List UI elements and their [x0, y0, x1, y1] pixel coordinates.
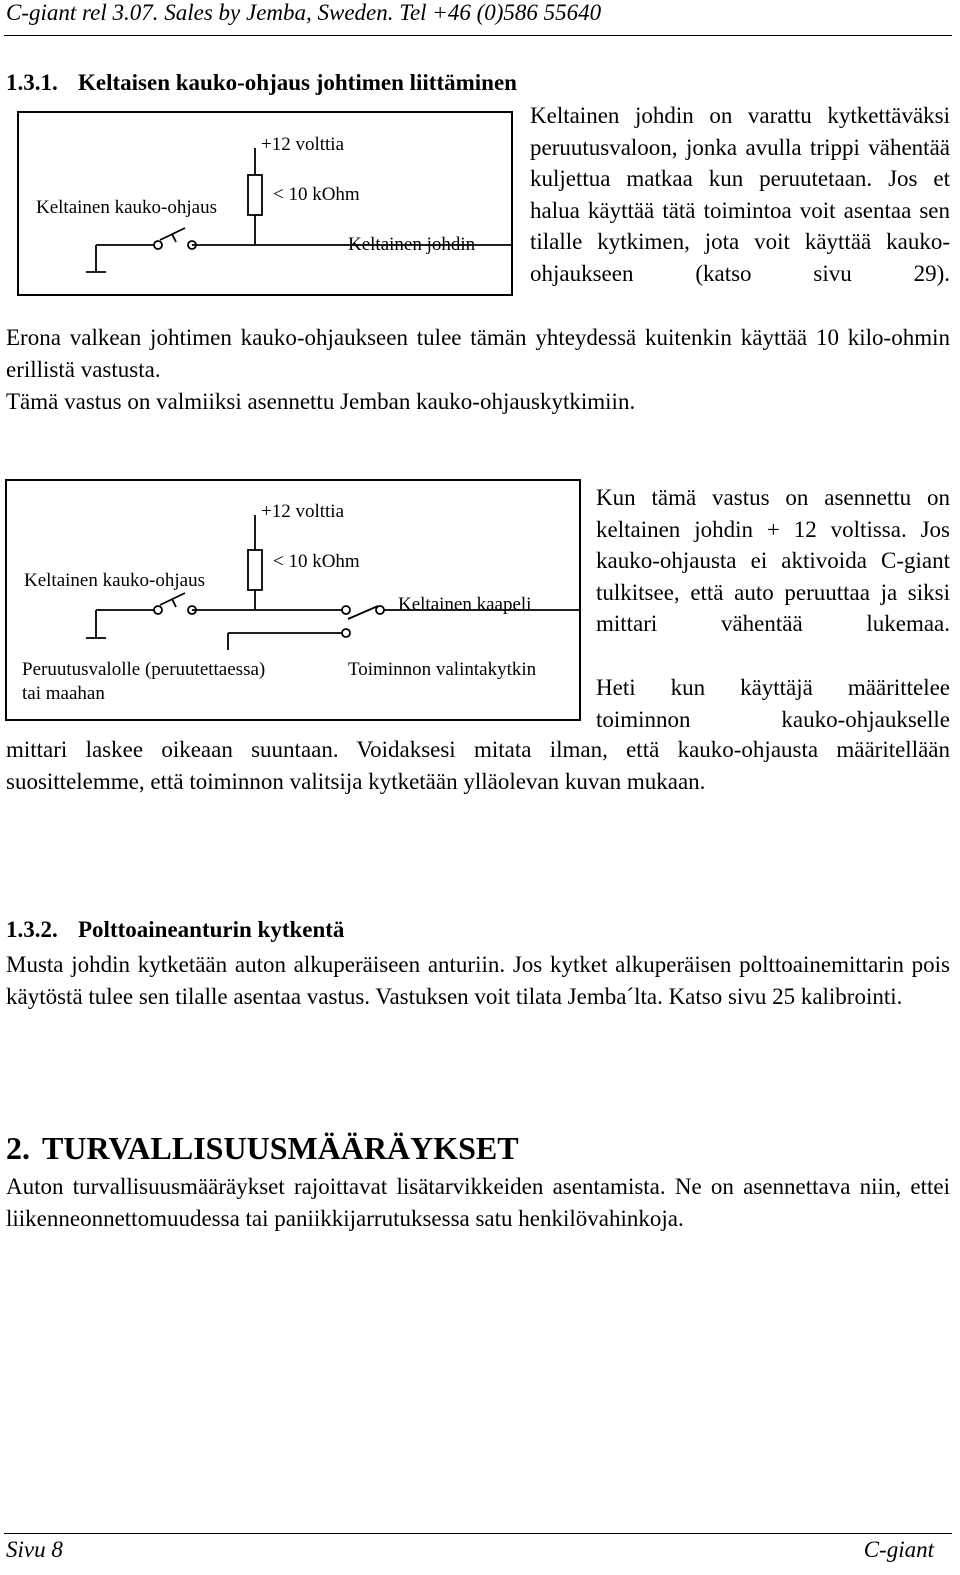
label-resistor: < 10 kOhm	[273, 184, 360, 205]
footer-rule	[4, 1533, 952, 1534]
label-resistor: < 10 kOhm	[273, 551, 360, 572]
section-title: TURVALLISUUSMÄÄRÄYKSET	[42, 1130, 519, 1166]
paragraph-fuel-sensor: Musta johdin kytketään auton alkuperäiseen anturiin. Jos kytket alkuperäisen polttoainemittarin pois käytöstä tulee sen tilalle asentaa vastus. Vastuksen voit tilata Jemba´lta. Katso sivu 25 kalibrointi.	[6, 952, 950, 1009]
label-voltage: +12 volttia	[261, 134, 345, 155]
paragraph-safety: Auton turvallisuusmääräykset rajoittavat lisätarvikkeiden asentamista. Ne on asennettava niin, ettei liikenneonnettomuudessa tai paniikkijarrutuksessa satu henkilövahinkoja.	[6, 1174, 950, 1231]
selector-contact-top	[342, 606, 350, 614]
label-selector: Toiminnon valintakytkin	[348, 659, 537, 680]
header-rule	[4, 35, 952, 36]
selector-contact-bottom	[342, 629, 350, 637]
wiring-diagram-1	[0, 100, 520, 300]
resistor-symbol	[248, 175, 262, 215]
paragraph-side-1: Keltainen johdin on varattu kytkettäväksi peruutusvaloon, jonka avulla trippi vähentää kuljettua matkaa kun peruutetaan. Jos et halua käyttää tätä toimintoa voit asentaa sen tilalle kytkimen, jota voit käyttää kauko-ohjaukseen (katso sivu 29).	[530, 103, 950, 286]
paragraph-full-2: Tämä vastus on valmiiksi asennettu Jemban kauko-ohjauskytkimiin.	[6, 389, 636, 414]
label-remote: Keltainen kauko-ohjaus	[24, 570, 205, 591]
label-reverse-light: Peruutusvalolle (peruutettaessa)	[22, 659, 266, 680]
resistor-symbol	[248, 550, 262, 590]
section-title: Polttoaineanturin kytkentä	[78, 917, 345, 942]
section-heading-1-3-1	[6, 70, 517, 96]
wiring-diagram-2	[0, 470, 590, 730]
label-ground: tai maahan	[22, 683, 105, 704]
paragraph-side-2: Kun tämä vastus on asennettu on keltainen johdin + 12 voltissa. Jos kauko-ohjausta ei aktivoida C-giant tulkitsee, että auto peruuttaa ja siksi mittari vähentää lukemaa.	[596, 485, 950, 636]
switch-contact-left	[154, 241, 162, 249]
page-header: C-giant rel 3.07. Sales by Jemba, Sweden. Tel +46 (0)586 55640	[6, 0, 602, 25]
section-number: 1.3.2.	[6, 917, 58, 942]
section-heading-1-3-2	[6, 917, 344, 943]
section-title: Keltaisen kauko-ohjaus johtimen liittäminen	[78, 70, 517, 95]
paragraph-side-3: Heti kun käyttäjä määrittelee toiminnon kauko-ohjaukselle	[596, 675, 950, 732]
label-remote: Keltainen kauko-ohjaus	[36, 197, 217, 218]
footer-page-number: Sivu 8	[6, 1537, 63, 1562]
footer-product-name: C-giant	[863, 1537, 934, 1562]
label-voltage: +12 volttia	[261, 501, 345, 522]
section-heading-2	[6, 1130, 519, 1167]
section-number: 2.	[6, 1130, 30, 1166]
paragraph-full-3: mittari laskee oikeaan suuntaan. Voidaksesi mitata ilman, että kauko-ohjausta määritellään suosittelemme, että toiminnon valitsija kytketään ylläolevan kuvan mukaan.	[6, 737, 950, 794]
paragraph-full-1: Erona valkean johtimen kauko-ohjaukseen tulee tämän yhteydessä kuitenkin käyttää 10 kilo-ohmin erillistä vastusta.	[6, 325, 950, 382]
label-cable: Keltainen kaapeli	[398, 594, 532, 615]
section-number: 1.3.1.	[6, 70, 58, 95]
selector-lever	[348, 606, 378, 619]
switch-contact-left	[154, 606, 162, 614]
label-wire: Keltainen johdin	[348, 234, 476, 255]
